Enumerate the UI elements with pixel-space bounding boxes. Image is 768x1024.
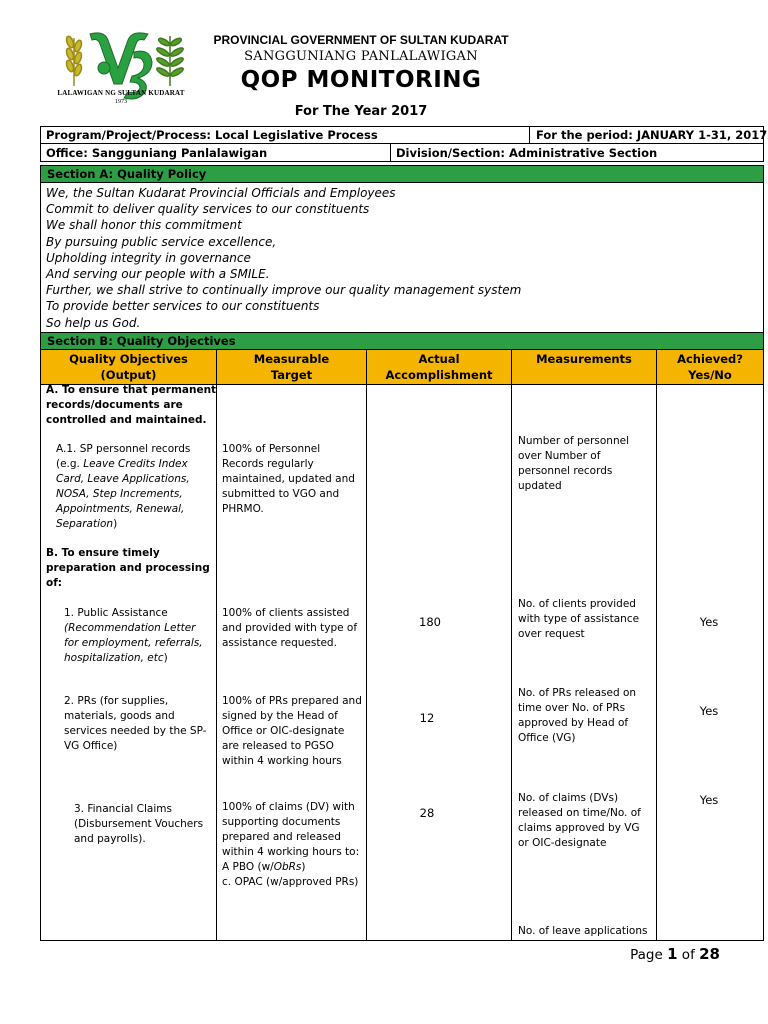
achieved-b1: Yes — [699, 615, 719, 629]
info-col-divider-1 — [529, 126, 530, 144]
achieved-b3: Yes — [699, 793, 719, 807]
seal-caption: LALAWIGAN NG SULTAN KUDARAT — [57, 89, 185, 97]
col-header-measurements: Measurements — [512, 350, 657, 384]
measurement-b1: No. of clients provided with type of assistance over request — [518, 598, 640, 640]
objective-b2: 2. PRs (for supplies, materials, goods and services needed by the SP- VG Office) — [64, 695, 207, 752]
policy-line: By pursuing public service excellence, — [46, 234, 277, 249]
office-name: SANGGUNIANG PANLALAWIGAN — [244, 49, 478, 64]
program-label: Program/Project/Process: Local Legislative Process — [46, 128, 378, 142]
info-col-divider-2 — [390, 143, 391, 162]
actual-b2: 12 — [419, 711, 435, 725]
page-title: QOP MONITORING — [240, 67, 482, 93]
quality-policy-text — [46, 185, 521, 331]
objective-a-heading: A. To ensure that permanent records/documents are controlled and maintained. — [46, 384, 217, 426]
policy-line: We shall honor this commitment — [46, 218, 242, 233]
section-a-bar — [40, 165, 764, 183]
policy-line: To provide better services to our constituents — [46, 299, 320, 314]
objective-b3: 3. Financial Claims (Disbursement Vouchers and payrolls). — [74, 803, 204, 845]
col-header-target: Measurable Target — [217, 350, 367, 384]
col-header-objectives: Quality Objectives (Output) — [41, 350, 217, 384]
government-name: PROVINCIAL GOVERNMENT OF SULTAN KUDARAT — [213, 33, 509, 47]
section-b-title: Section B: Quality Objectives — [47, 334, 236, 348]
col-header-achieved: Achieved? Yes/No — [677, 352, 743, 382]
policy-line: Commit to deliver quality services to our constituents — [46, 202, 370, 217]
col-header-accomplishment: Actual Accomplishment — [367, 350, 512, 384]
objective-a1: A.1. SP personnel records (e.g. Leave Credits Index Card, Leave Applications, NOSA, Step Increments, Appointments, Renewal, Separation) — [56, 443, 191, 530]
info-row-divider — [40, 143, 764, 144]
measurement-b4: No. of leave applications — [518, 925, 648, 937]
objective-b1: 1. Public Assistance (Recommendation Letter for employment, referrals, hospitalization, etc) — [64, 607, 203, 664]
target-b3: 100% of claims (DV) with supporting documents prepared and released within 4 working hours to: A PBO (w/ObRs) c. OPAC (w/approved PRs) — [222, 801, 360, 888]
policy-line: So help us God. — [46, 315, 141, 330]
policy-line: We, the Sultan Kudarat Provincial Officials and Employees — [46, 186, 396, 200]
policy-line: And serving our people with a SMILE. — [46, 267, 270, 282]
objective-b-heading: B. To ensure timely preparation and processing of: — [46, 547, 210, 589]
measurement-a1: Number of personnel over Number of personnel records updated — [518, 435, 629, 492]
target-b2: 100% of PRs prepared and signed by the Head of Office or OIC-designate are released to PGSO within 4 working hours — [222, 695, 362, 767]
measurement-b2: No. of PRs released on time over No. of PRs approved by Head of Office (VG) — [518, 687, 637, 744]
seal-year: 1973 — [115, 99, 127, 105]
office-label: Office: Sangguniang Panlalawigan — [46, 146, 268, 160]
target-b1: 100% of clients assisted and provided with type of assistance requested. — [222, 607, 358, 649]
achieved-b2: Yes — [699, 704, 719, 718]
policy-line: Further, we shall strive to continually improve our quality management system — [46, 283, 522, 298]
period-field: For the period: JANUARY 1-31, 2017 — [536, 128, 768, 142]
page-number: Page 1 of 28 — [630, 945, 720, 963]
measurement-b3: No. of claims (DVs) released on time/No. of claims approved by VG or OIC-designate — [518, 792, 641, 849]
section-b-bar — [40, 332, 764, 350]
year-subtitle: For The Year 2017 — [294, 104, 428, 119]
actual-b3: 28 — [419, 806, 435, 820]
actual-b1: 180 — [419, 615, 441, 629]
objectives-table-header — [40, 349, 764, 385]
target-a1: 100% of Personnel Records regularly maintained, updated and submitted to VGO and PHRMO. — [222, 443, 355, 515]
section-a-title: Section A: Quality Policy — [47, 167, 207, 181]
division-field: Division/Section: Administrative Section — [396, 146, 658, 160]
policy-line: Upholding integrity in governance — [46, 250, 251, 265]
